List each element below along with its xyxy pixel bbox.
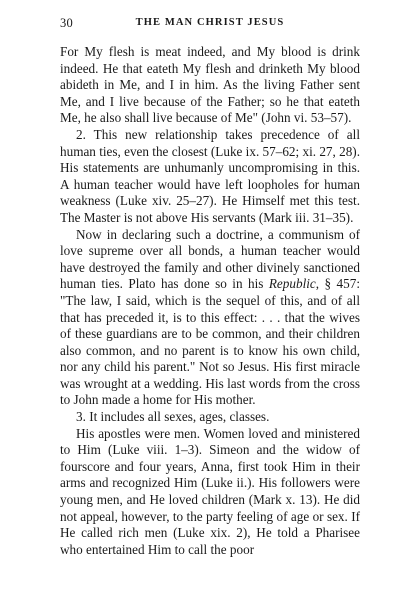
body-text — [60, 44, 360, 558]
page-number: 30 — [60, 16, 73, 30]
paragraph-point-3: 3. It includes all sexes, ages, classes. — [76, 409, 270, 425]
running-head — [60, 16, 360, 36]
book-page — [60, 16, 360, 558]
running-title: THE MAN CHRIST JESUS — [135, 17, 285, 28]
paragraph-point-2: 2. This new relationship takes precedence of all human ties, even the closest (Luke ix. 57–62; xi. 27, 28). His statements are unhumanly uncompromising in this. A human teacher would have left loopholes for human weakness (Luke xiv. 25–27). He Himself met this test. The Master is not above His servants (Mark iii. 31–35). — [60, 126, 360, 225]
paragraph-plato-text-2: , § 457: "The law, I said, which is the sequel of this, and of all that has preceded it, is to this effect: . . . that the wives of these guardians are to be common, and their children also common, and no parent is to know his own child, nor any child his parent." Not so Jesus. His first miracle was wrought at a wedding. His last words from the cross to John made a home for His mother. — [60, 276, 361, 408]
paragraph-apostles: His apostles were men. Women loved and ministered to Him (Luke viii. 1–3). Simeon and the widow of fourscore and four years, Anna, first took Him in their arms and recognized Him (Luke ii.). His followers were young men, and He loved children (Mark x. 13). He did not appeal, however, to the party feeling of age or sex. If He called rich men (Luke xix. 2), He told a Pharisee who entertained Him to call the poor — [60, 425, 360, 557]
paragraph-continuation: For My flesh is meat indeed, and My blood is drink indeed. He that eateth My flesh and drinketh My blood abideth in Me, and I in him. As the living Father sent Me, and I live because of the Father; so he that eateth Me, he also shall live because of Me" (John vi. 53–57). — [60, 44, 360, 126]
paragraph-plato-text-1: Now in declaring such a doctrine, a communism of love supreme over all bonds, a human teacher would have destroyed the family and other divinely sanctioned human ties. Plato has done so in his — [60, 226, 360, 292]
republic-title: Republic — [268, 276, 316, 292]
paragraph-plato — [60, 227, 360, 410]
